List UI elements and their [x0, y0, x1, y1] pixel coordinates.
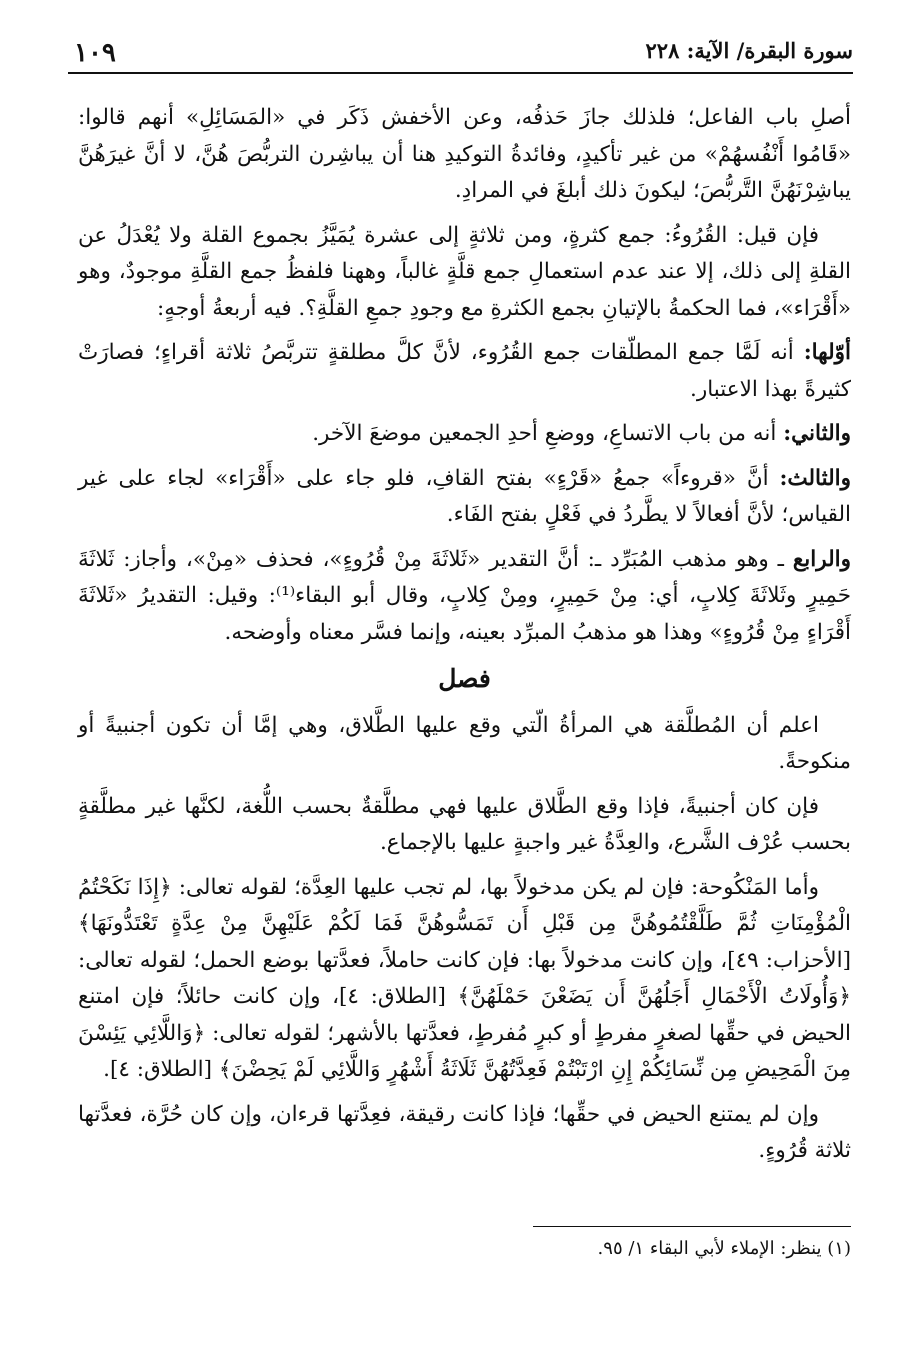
- paragraph-text: فإن كان أجنبيةً، فإذا وقع الطَّلاق عليها فهي مطلَّقةٌ بحسب اللُّغة، لكنَّها غير مطلَّقةٍ بحسب عُرْف الشَّرع، والعِدَّةُ غير واجبةٍ عليها بالإجماع.: [78, 793, 851, 855]
- paragraph: [78, 218, 851, 328]
- paragraph-text: وإن لم يمتنع الحيض في حقِّها؛ فإذا كانت رقيقة، فعِدَّتها قرءان، وإن كان حُرَّة، فعدَّتها ثلاثة قُرُوءٍ.: [78, 1101, 851, 1163]
- paragraph-text: أنه لَمَّا جمع المطلّقات جمع القُرُوء، لأنَّ كلَّ مطلقةٍ تتربَّصُ ثلاثة أقراءٍ؛ فصارَتْ كثيرةً بهذا الاعتبار.: [78, 340, 851, 402]
- paragraph-text: أصلِ باب الفاعل؛ فلذلك جازَ حَذفُه، وعن الأخفش ذَكَر في «المَسَائِلِ» أنهم قالوا: «قَامُوا أَنْفُسهُمْ» من غير تأكيدٍ، وفائدةُ التوكيدِ هنا أن يباشِرن التربُّصَ هُنَّ، لا أنَّ غيرَهُنَّ يباشِرْنَهُنَّ التَّربُّصَ؛ ليكونَ ذلك أبلغَ في المرادِ.: [78, 105, 851, 203]
- paragraph-lead: أوّلها:: [803, 340, 851, 365]
- page-header: [68, 38, 853, 74]
- paragraph: [78, 100, 851, 210]
- paragraph-text: وأما المَنْكُوحة: فإن لم يكن مدخولاً بها، لم تجب عليها العِدَّة؛ لقوله تعالى: ﴿إِذَا نَكَحْتُمُ الْمُؤْمِنَاتِ ثُمَّ طَلَّقْتُمُوهُنَّ مِن قَبْلِ أَن تَمَسُّوهُنَّ فَمَا لَكُمْ عَلَيْهِنَّ مِنْ عِدَّةٍ تَعْتَدُّونَهَا﴾ [الأحزاب: ٤٩]، وإن كانت مدخولاً بها: فإن كانت حاملاً، فعدَّتها بوضع الحمل؛ لقوله تعالى: ﴿وَأُولَاتُ الْأَحْمَالِ أَجَلُهُنَّ أَن يَضَعْنَ حَمْلَهُنَّ﴾ [الطلاق: ٤]، وإن كانت حائلاً؛ فإن امتنع الحيض في حقِّها لصغرٍ مفرطٍ أو كبرٍ مُفرطٍ، فعدَّتها بالأشهر؛ لقوله تعالى: ﴿وَاللَّائِي يَئِسْنَ مِنَ الْمَحِيضِ مِن نِّسَائِكُمْ إِنِ ارْتَبْتُمْ فَعِدَّتُهُنَّ ثَلَاثَةُ أَشْهُرٍ وَاللَّائِي لَمْ يَحِضْنَ﴾ [الطلاق: ٤].: [78, 874, 851, 1082]
- footnote-divider: [533, 1226, 851, 1227]
- paragraph-lead: والثالث:: [779, 465, 851, 491]
- paragraph: [78, 708, 851, 781]
- footnote: (١) ينظر: الإملاء لأبي البقاء ١/ ٩٥.: [597, 1238, 851, 1259]
- paragraph-text: أنه من باب الاتساعِ، ووضعِ أحدِ الجمعين موضعَ الآخر.: [312, 421, 784, 446]
- main-text: [78, 100, 851, 1178]
- paragraph-text: اعلم أن المُطلَّقة هي المرأةُ الّتي وقع عليها الطَّلاق، وهي إمَّا أن تكون أجنبيةً أو منكوحةً.: [78, 712, 851, 774]
- paragraph-lead: والرابع: [792, 546, 851, 572]
- paragraph-text: ـ وهو مذهب المُبَرِّد ـ: أنَّ التقدير «ثَلاثَةَ مِنْ قُرُوءٍ»، فحذف «مِنْ»، وأجاز: ثَلاثَةَ حَمِيرٍ وثَلاثَةَ كِلابٍ، أي: مِنْ حَمِيرٍ، ومِنْ كِلابٍ، وقال أبو البقاء⁽¹⁾: وقيل: التقديرُ «ثَلاثَةَ أَقْرَاءٍ مِنْ قُرُوءٍ» وهذا هو مذهبُ المبرِّد بعينه، وإنما فسَّر معناه وأوضحه.: [78, 546, 851, 645]
- paragraph-text: فإن قيل: القُرُوءُ: جمع كثرةٍ، ومن ثلاثةٍ إلى عشرة يُمَيَّزُ بجموع القلة ولا يُعْدَلُ عن القلةِ إلى ذلك، إلا عند عدم استعمالِ جمع قلَّةٍ غالباً، وههنا فلفظُ جمع القلَّةِ موجودٌ، وهو «أَقْرَاء»، فما الحكمةُ بالإتيانِ بجمع الكثرةِ مع وجودِ جمعِ القلَّةِ؟. فيه أربعةُ أوجهٍ:: [78, 222, 851, 321]
- paragraph: [78, 461, 851, 534]
- paragraph: [78, 416, 851, 453]
- paragraph: [78, 335, 851, 408]
- running-title: سورة البقرة/ الآية: ٢٢٨: [645, 38, 853, 63]
- paragraph: [78, 789, 851, 862]
- section-title: فصل: [438, 664, 491, 693]
- paragraph-lead: والثاني:: [783, 421, 851, 446]
- page-number: ١٠٩: [74, 38, 116, 68]
- paragraph: [78, 1097, 851, 1170]
- paragraph: [78, 542, 851, 652]
- paragraph-text: أنَّ «قروءاً» جمعُ «قَرْءٍ» بفتح القافِ، فلو جاء على «أَقْرَاء» لجاء على غير القياس؛ لأنَّ أفعالاً لا يطَّردُ في فَعْلٍ بفتح الفَاء.: [78, 465, 851, 527]
- paragraph: [78, 870, 851, 1089]
